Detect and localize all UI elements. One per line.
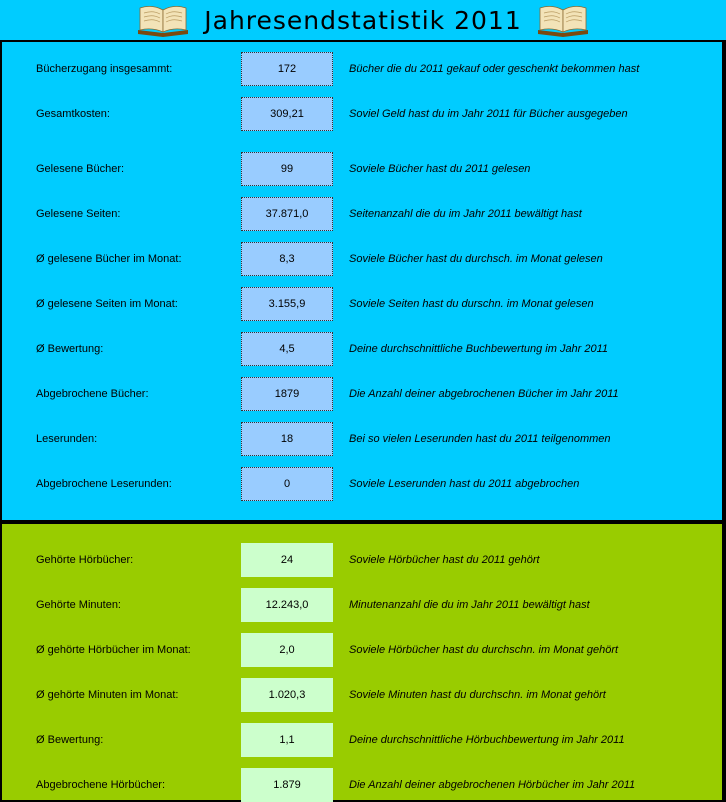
stat-row-avg-minutes-month — [2, 678, 722, 712]
stat-description: Die Anzahl deiner abgebrochenen Bücher im Jahr 2011 — [349, 388, 619, 400]
stat-label: Gehörte Hörbücher: — [36, 554, 134, 566]
stat-label: Bücherzugang insgesammt: — [36, 63, 173, 75]
stat-value-field[interactable]: 2,0 — [241, 633, 333, 667]
stat-value-field[interactable]: 4,5 — [241, 332, 333, 366]
stat-row-abandoned-rounds — [2, 467, 722, 501]
stat-label: Abgebrochene Bücher: — [36, 388, 149, 400]
audiobook-stats-panel — [2, 524, 722, 800]
stat-label: Abgebrochene Hörbücher: — [36, 779, 166, 791]
open-book-icon — [134, 2, 192, 38]
stat-label: Ø gelesene Seiten im Monat: — [36, 298, 178, 310]
stat-row-abandoned-books — [2, 377, 722, 411]
stat-row-avg-books-month — [2, 242, 722, 276]
stat-description: Deine durchschnittliche Buchbewertung im Jahr 2011 — [349, 343, 609, 355]
page-title: Jahresendstatistik 2011 — [204, 5, 522, 35]
stat-label: Gelesene Seiten: — [36, 208, 121, 220]
stat-row-pages-read — [2, 197, 722, 231]
stat-description: Soviele Leserunden hast du 2011 abgebrochen — [349, 478, 580, 490]
stat-value-field[interactable]: 172 — [241, 52, 333, 86]
stat-description: Minutenanzahl die du im Jahr 2011 bewältigt hast — [349, 599, 590, 611]
stat-value-field[interactable]: 12.243,0 — [241, 588, 333, 622]
header-bar — [0, 0, 726, 40]
stat-value-field[interactable]: 1.020,3 — [241, 678, 333, 712]
stat-label: Ø gehörte Minuten im Monat: — [36, 689, 179, 701]
stat-description: Die Anzahl deiner abgebrochenen Hörbücher im Jahr 2011 — [349, 779, 636, 791]
stat-row-avg-rating — [2, 332, 722, 366]
stat-row-books-read — [2, 152, 722, 186]
stat-value-field[interactable]: 18 — [241, 422, 333, 456]
stat-label: Ø Bewertung: — [36, 734, 104, 746]
stat-row-avg-audiobooks-month — [2, 633, 722, 667]
stat-value-field[interactable]: 1,1 — [241, 723, 333, 757]
stat-description: Soviele Seiten hast du durschn. im Monat gelesen — [349, 298, 594, 310]
stat-description: Soviele Bücher hast du durchsch. im Monat gelesen — [349, 253, 603, 265]
stat-value-field[interactable]: 8,3 — [241, 242, 333, 276]
stat-label: Gehörte Minuten: — [36, 599, 121, 611]
stat-value-field[interactable]: 0 — [241, 467, 333, 501]
book-stats-panel — [2, 42, 722, 520]
stat-description: Soviele Bücher hast du 2011 gelesen — [349, 163, 531, 175]
stat-description: Bücher die du 2011 gekauf oder geschenkt bekommen hast — [349, 63, 640, 75]
stat-row-total-cost — [2, 97, 722, 131]
stat-description: Bei so vielen Leserunden hast du 2011 teilgenommen — [349, 433, 611, 445]
stat-row-avg-pages-month — [2, 287, 722, 321]
stat-label: Ø gehörte Hörbücher im Monat: — [36, 644, 191, 656]
stat-value-field[interactable]: 37.871,0 — [241, 197, 333, 231]
open-book-icon — [534, 2, 592, 38]
stat-label: Gelesene Bücher: — [36, 163, 125, 175]
stat-row-book-additions — [2, 52, 722, 86]
stat-value-field[interactable]: 309,21 — [241, 97, 333, 131]
stat-description: Deine durchschnittliche Hörbuchbewertung im Jahr 2011 — [349, 734, 625, 746]
stat-label: Leserunden: — [36, 433, 98, 445]
stat-label: Gesamtkosten: — [36, 108, 110, 120]
stat-value-field[interactable]: 99 — [241, 152, 333, 186]
stat-label: Ø gelesene Bücher im Monat: — [36, 253, 182, 265]
stat-value-field[interactable]: 24 — [241, 543, 333, 577]
stat-value-field[interactable]: 1.879 — [241, 768, 333, 802]
stat-row-abandoned-audiobooks — [2, 768, 722, 802]
stat-row-audiobooks-heard — [2, 543, 722, 577]
stat-description: Soviele Hörbücher hast du durchschn. im Monat gehört — [349, 644, 619, 656]
stat-description: Soviel Geld hast du im Jahr 2011 für Bücher ausgegeben — [349, 108, 628, 120]
stat-row-reading-rounds — [2, 422, 722, 456]
stat-row-avg-audiobook-rating — [2, 723, 722, 757]
stat-value-field[interactable]: 3.155,9 — [241, 287, 333, 321]
stat-label: Ø Bewertung: — [36, 343, 104, 355]
stat-label: Abgebrochene Leserunden: — [36, 478, 172, 490]
stat-value-field[interactable]: 1879 — [241, 377, 333, 411]
stat-description: Soviele Minuten hast du durchschn. im Monat gehört — [349, 689, 606, 701]
stat-description: Seitenanzahl die du im Jahr 2011 bewältigt hast — [349, 208, 582, 220]
stat-description: Soviele Hörbücher hast du 2011 gehört — [349, 554, 540, 566]
stat-row-minutes-heard — [2, 588, 722, 622]
